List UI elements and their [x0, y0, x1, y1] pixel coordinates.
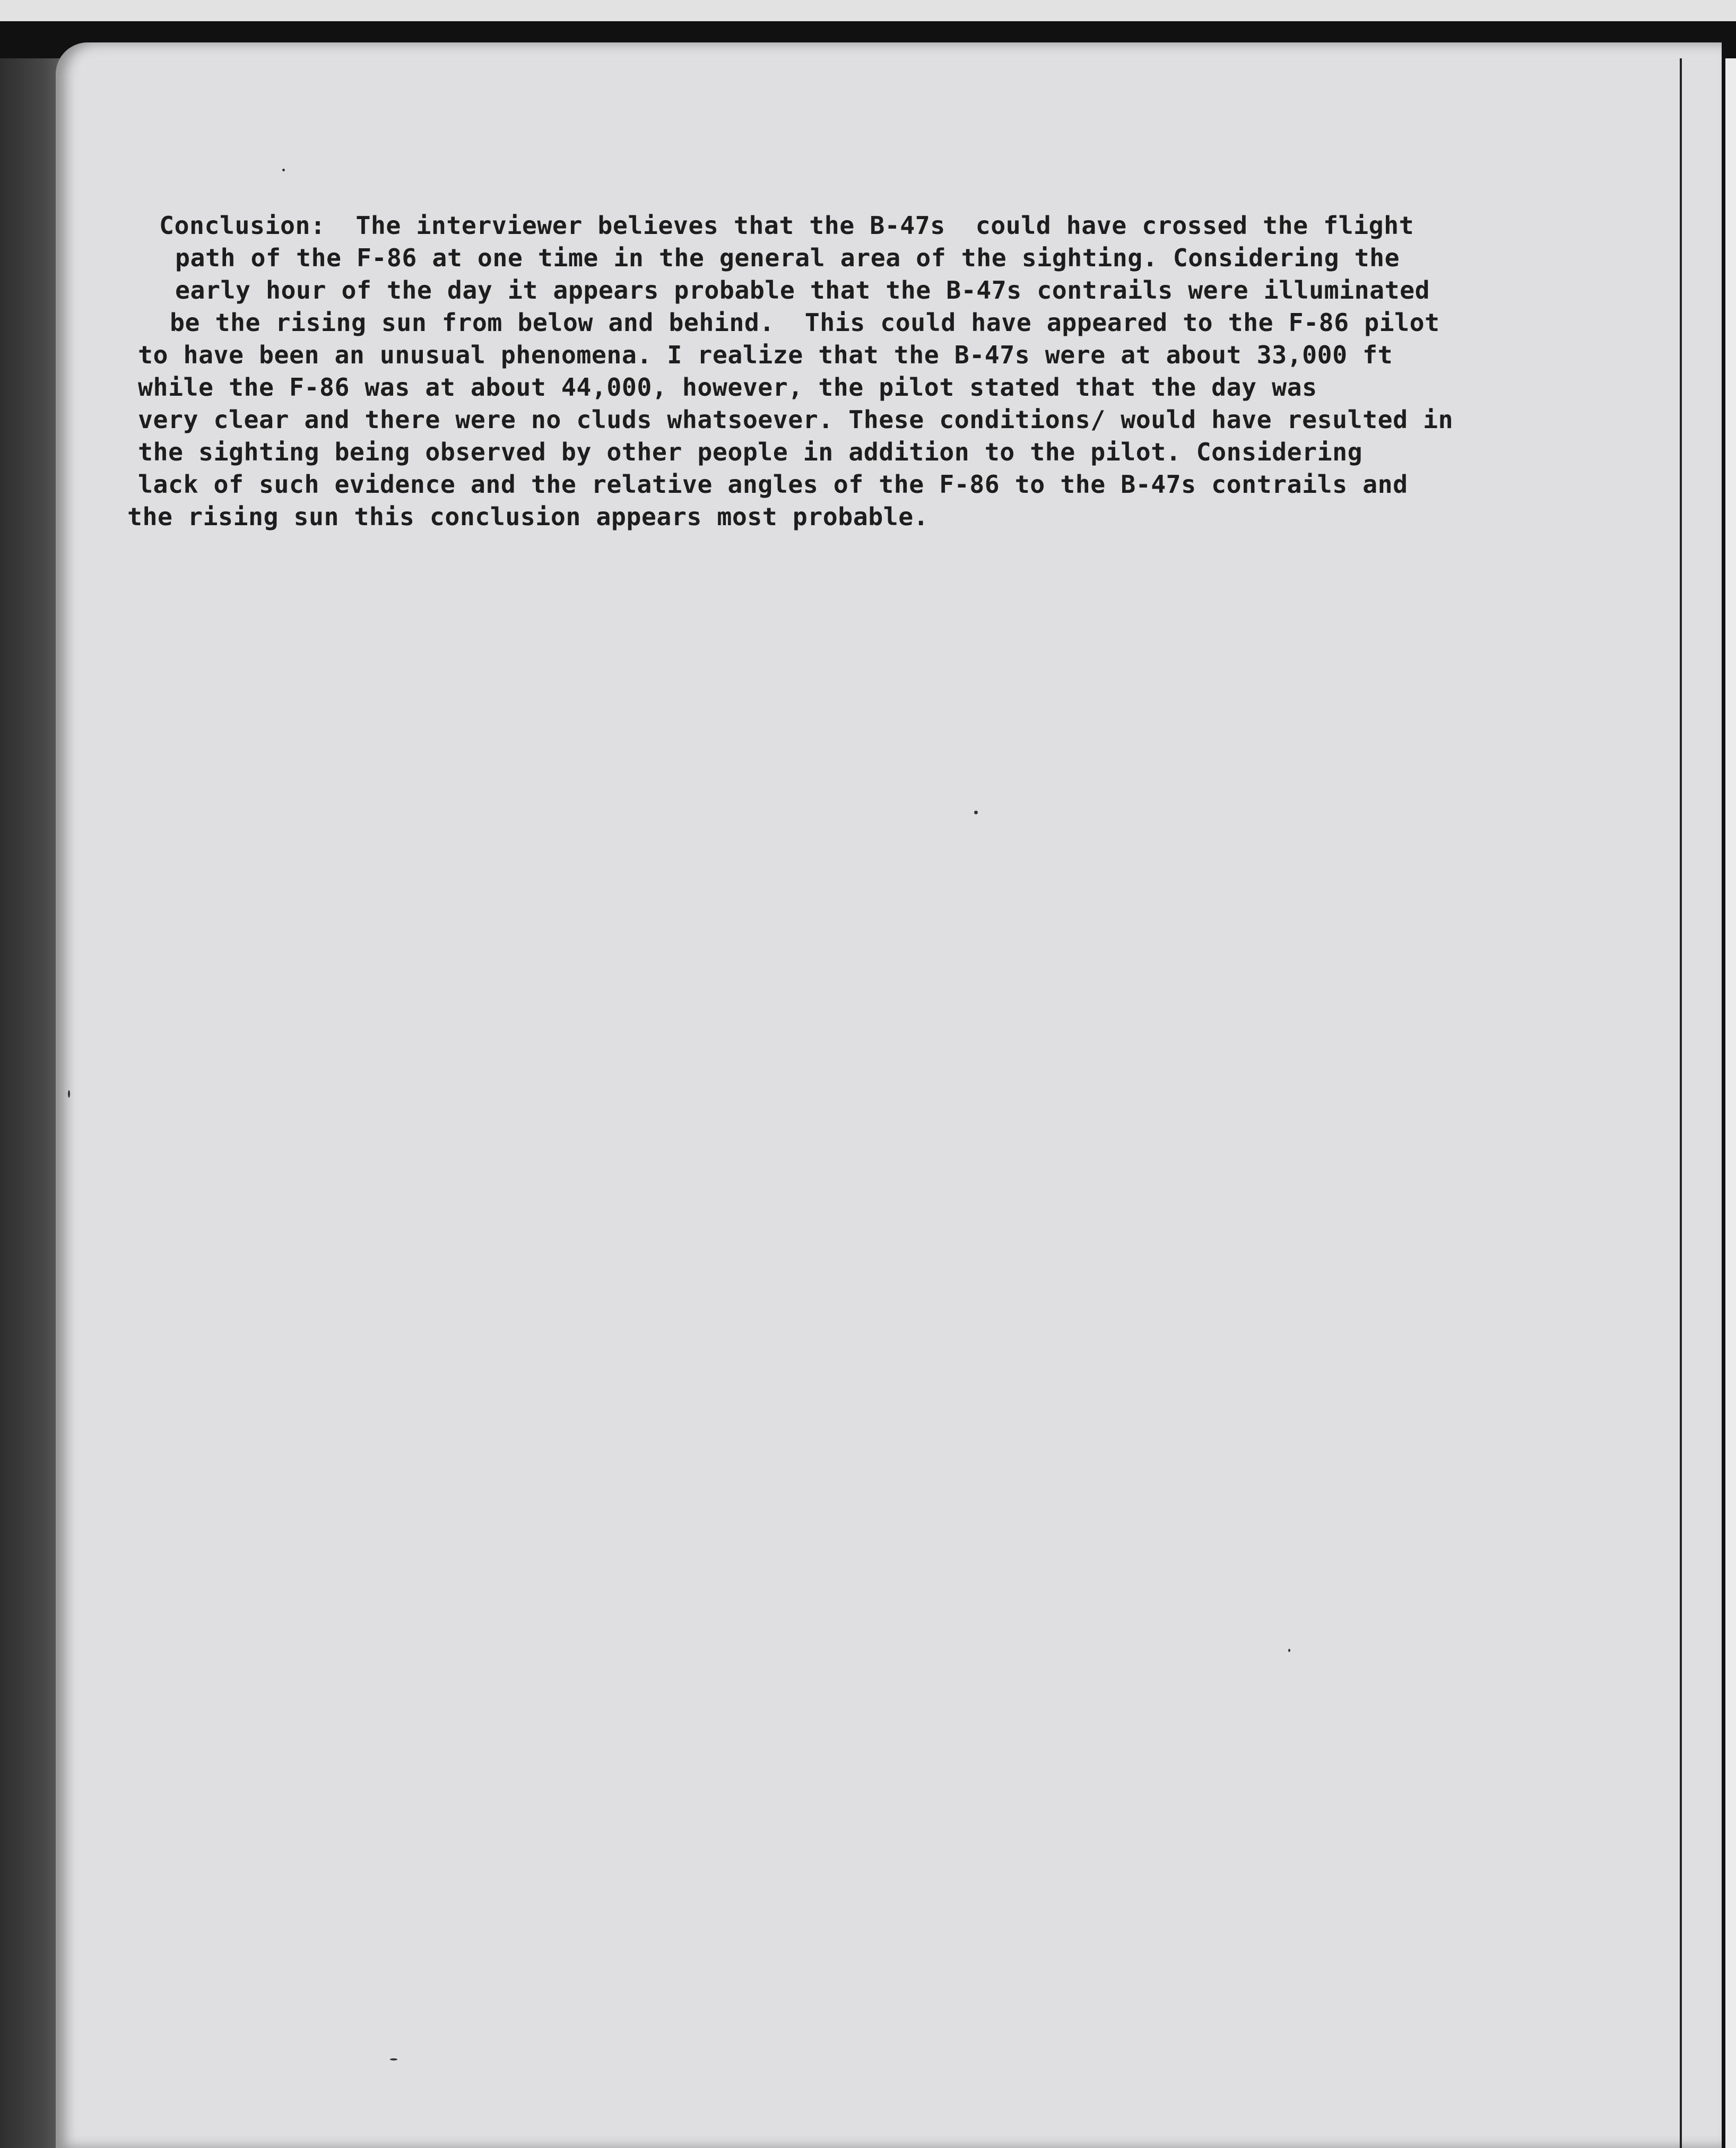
- conclusion-paragraph: [127, 210, 1645, 533]
- scan-top-edge: [0, 0, 1736, 21]
- text-line: to have been an unusual phenomena. I realize that the B-47s were at about 33,000 ft: [138, 341, 1393, 369]
- text-line: while the F-86 was at about 44,000, however, the pilot stated that the day was: [138, 373, 1317, 402]
- text-line: lack of such evidence and the relative angles of the F-86 to the B-47s contrails and: [138, 470, 1408, 499]
- text-line: be the rising sun from below and behind. This could have appeared to the F-86 pilot: [170, 308, 1440, 337]
- text-line: the sighting being observed by other people in addition to the pilot. Considering: [138, 438, 1363, 466]
- dust-speck: [68, 1090, 70, 1098]
- text-line: the rising sun this conclusion appears most probable.: [127, 502, 929, 531]
- dust-speck: [974, 811, 978, 814]
- text-line: path of the F-86 at one time in the general area of the sighting. Considering the: [175, 244, 1400, 272]
- text-line: Conclusion: The interviewer believes that the B-47s could have crossed the flight: [159, 211, 1414, 240]
- text-line: very clear and there were no cluds whatsoever. These conditions/ would have resulted in: [138, 405, 1454, 434]
- text-line: early hour of the day it appears probable that the B-47s contrails were illuminated: [175, 276, 1430, 305]
- scan-right-edge: [1725, 58, 1736, 2148]
- dust-speck: [1288, 1649, 1290, 1652]
- page-right-border-line: [1680, 58, 1682, 2148]
- dust-speck: [390, 2058, 397, 2060]
- scan-left-shadow: [0, 58, 63, 2148]
- dust-speck: [282, 169, 285, 171]
